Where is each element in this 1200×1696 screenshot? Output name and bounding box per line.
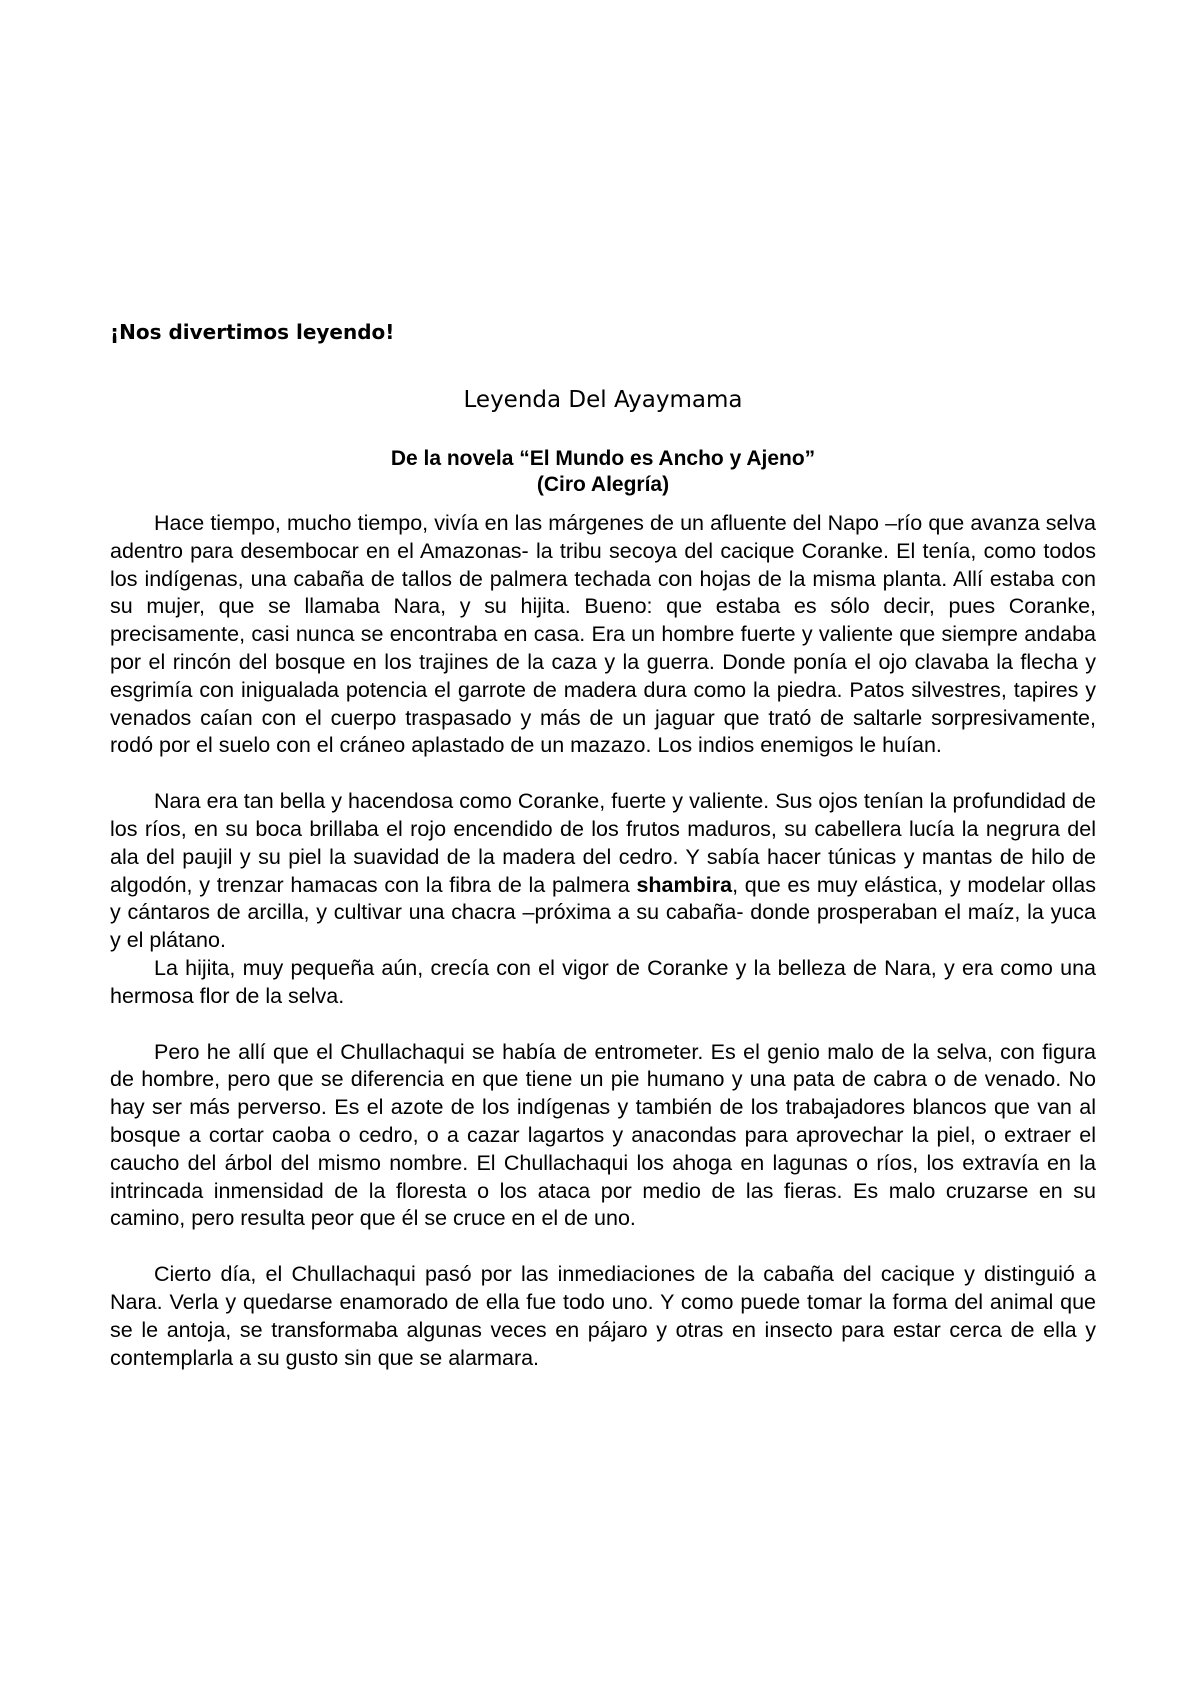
bold-term-shambira: shambira <box>636 872 733 897</box>
paragraph-2-text-start: Nara era tan bella y hacendosa como Coranke, fuerte y valiente. Sus ojos tenían la profundidad de los ríos, en su boca brillaba el rojo encendido de los frutos maduros, su cabellera lucía la negrura del ala del paujil y su piel la suavidad de la madera del cedro. Y sabía hacer túnicas y mantas de hilo de algodón, y trenzar hamacas con la fibra de la palmera <box>110 789 1096 897</box>
paragraph-2 <box>110 788 1096 955</box>
author-name: (Ciro Alegría) <box>536 473 670 496</box>
legend-title: Leyenda Del Ayaymama <box>463 387 743 413</box>
document-heading: ¡Nos divertimos leyendo! <box>110 320 395 344</box>
paragraph-1: Hace tiempo, mucho tiempo, vivía en las márgenes de un afluente del Napo –río que avanza selva adentro para desembocar en el Amazonas- la tribu secoya del cacique Coranke. El tenía, como todos los indígenas, una cabaña de tallos de palmera techada con hojas de la misma planta. Allí estaba con su mujer, que se llamaba Nara, y su hijita. Bueno: que estaba es sólo decir, pues Coranke, precisamente, casi nunca se encontraba en casa. Era un hombre fuerte y valiente que siempre andaba por el rincón del bosque en los trajines de la caza y la guerra. Donde ponía el ojo clavaba la flecha y esgrimía con inigualada potencia el garrote de madera dura como la piedra. Patos silvestres, tapires y venados caían con el cuerpo traspasado y más de un jaguar que trató de saltarle sorpresivamente, rodó por el suelo con el cráneo aplastado de un mazazo. Los indios enemigos le huían. <box>110 511 1096 758</box>
paragraph-4: Pero he allí que el Chullachaqui se había de entrometer. Es el genio malo de la selva, con figura de hombre, pero que se diferencia en que tiene un pie humano y una pata de cabra o de venado. No hay ser más perverso. Es el azote de los indígenas y también de los trabajadores blancos que van al bosque a cortar caoba o cedro, o a cazar lagartos y anacondas para aprovechar la piel, o extraer el caucho del árbol del mismo nombre. El Chullachaqui los ahoga en lagunas o ríos, los extravía en la intrincada inmensidad de la floresta o los ataca por medio de las fieras. Es malo cruzarse en su camino, pero resulta peor que él se cruce en el de uno. <box>110 1039 1096 1231</box>
document-page <box>110 318 1096 1372</box>
paragraph-5: Cierto día, el Chullachaqui pasó por las inmediaciones de la cabaña del cacique y distinguió a Nara. Verla y quedarse enamorado de ella fue todo uno. Y como puede tomar la forma del animal que se le antoja, se transformaba algunas veces en pájaro y otras en insecto para estar cerca de ella y contemplarla a su gusto sin que se alarmara. <box>110 1262 1096 1370</box>
paragraph-3: La hijita, muy pequeña aún, crecía con el vigor de Coranke y la belleza de Nara, y era como una hermosa flor de la selva. <box>110 955 1096 1008</box>
paragraph-2-text-end: , que es muy elástica, y modelar ollas y cántaros de arcilla, y cultivar una chacra –próxima a su cabaña- donde prosperaban el maíz, la yuca y el plátano. <box>110 872 1096 953</box>
novel-subtitle: De la novela “El Mundo es Ancho y Ajeno” <box>390 447 816 470</box>
